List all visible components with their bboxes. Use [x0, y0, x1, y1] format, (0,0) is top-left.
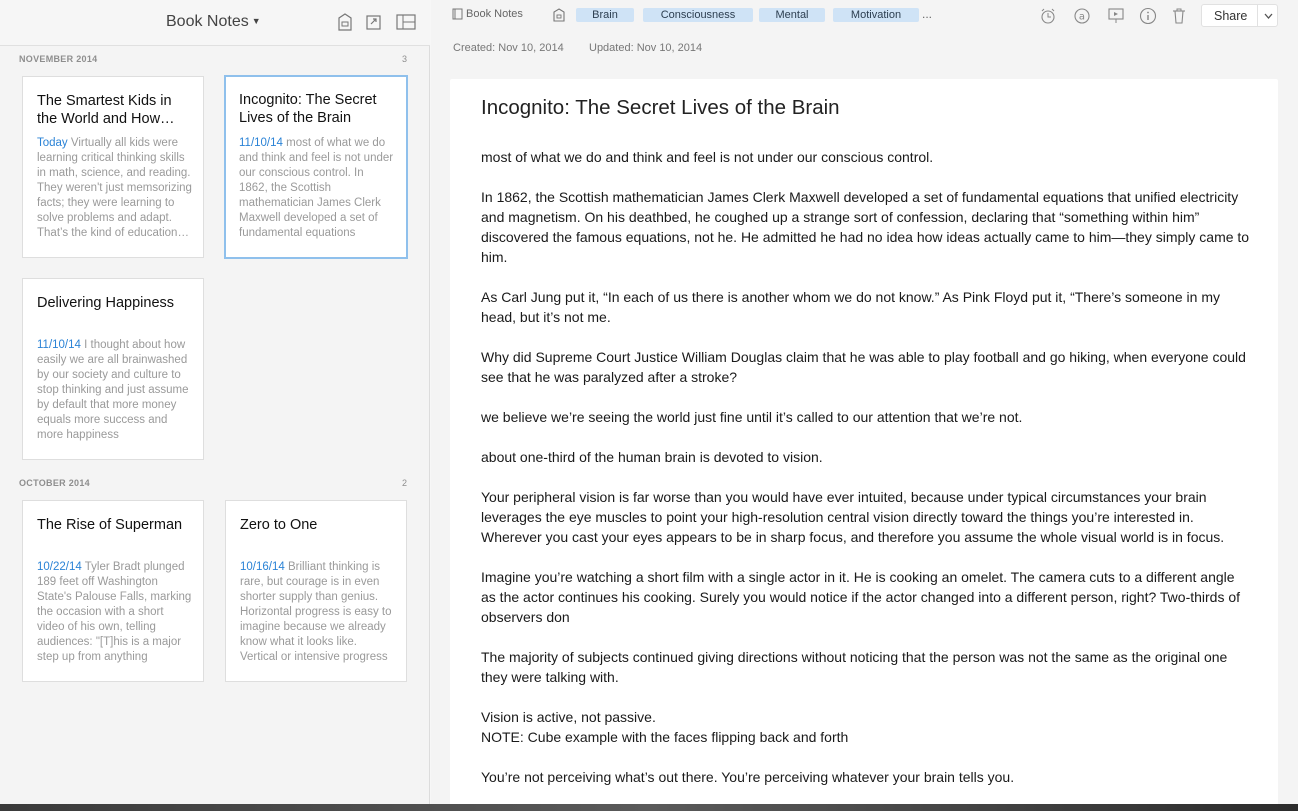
note-paragraph: we believe we’re seeing the world just fine until it’s called to our attention that we’re not.	[481, 409, 1023, 425]
note-card-title: Zero to One	[240, 517, 318, 533]
tag-mental[interactable]: Mental	[759, 8, 825, 22]
note-card-snippet	[240, 560, 396, 665]
note-card-snippet-text: Brilliant thinking is rare, but courage is in even shorter supply than genius. Horizontal progress is easy to imagine because we already know what it looks like. Vertical or intensive progress	[240, 561, 392, 663]
notebook-icon	[452, 8, 463, 20]
note-card-snippet-text: I thought about how easily we are all brainwashed by our society and culture to stop thinking and just assume by default that more money equals more success and more happiness	[37, 339, 189, 441]
section-count-october: 2	[401, 478, 407, 488]
note-paragraph: As Carl Jung put it, “In each of us there is another whom we do not know.” As Pink Floyd put it, “There’s someone in my head, but it’s not me.	[481, 289, 1220, 325]
note-paragraph: In 1862, the Scottish mathematician James Clerk Maxwell developed a set of fundamental equations that unified electricity and magnetism. On his deathbed, he coughed up a strange sort of confession, declaring that “something within him” discovered the famous equations, not he. He admitted he had no idea how ideas actually came to him—they simply came to him.	[481, 189, 1250, 265]
note-card-title: Incognito: The Secret Lives of the Brain	[239, 92, 377, 126]
note-card-title: Delivering Happiness	[37, 295, 175, 311]
shortcut-icon[interactable]	[334, 11, 356, 33]
note-paragraph: most of what we do and think and feel is not under our conscious control.	[481, 149, 934, 165]
note-card-incognito[interactable]	[224, 75, 408, 259]
notebook-link[interactable]	[452, 8, 523, 20]
note-card-snippet-text: Virtually all kids were learning critical thinking skills in math, science, and reading. They weren't just memsorizing facts; they were learning to solve problems and adapt. That’s the kind of education	[37, 137, 192, 239]
desktop-background-strip	[0, 804, 1298, 811]
note-card-zero-to-one[interactable]	[225, 500, 407, 682]
lock-icon[interactable]	[548, 4, 570, 26]
note-paragraph: Your peripheral vision is far worse than you would have ever intuited, because under typical circumstances your brain leverages the eye muscles to point your high-resolution central vision directly toward the things you’re interested in. Wherever you cast your eyes appears to be in sharp focus, and therefore you assume the whole visual world is in focus.	[481, 489, 1225, 545]
note-card-date: 10/22/14	[37, 561, 82, 573]
created-date: Created: Nov 10, 2014	[453, 42, 564, 54]
note-card-snippet	[239, 136, 395, 241]
tag-consciousness[interactable]: Consciousness	[643, 8, 753, 22]
note-toolbar	[431, 0, 1298, 32]
note-title-field[interactable]: Incognito: The Secret Lives of the Brain	[481, 96, 840, 119]
share-options-chevron-icon[interactable]	[1257, 5, 1278, 26]
note-card-title: The Smartest Kids in the World and How	[37, 93, 172, 127]
notebook-title: Book Notes	[166, 13, 249, 30]
note-card-date: 11/10/14	[239, 137, 283, 149]
note-paragraph: Vision is active, not passive.	[481, 709, 656, 725]
note-list-pane	[0, 0, 430, 811]
svg-text:a: a	[1078, 11, 1086, 23]
note-body-editor[interactable]	[481, 147, 1251, 807]
note-paragraph: The majority of subjects continued giving directions without noticing that the person was not the same as the original one they were talking with.	[481, 649, 1228, 685]
note-paragraph: Imagine you’re watching a short film with a single actor in it. He is cooking an omelet. The camera cuts to a different angle as the actor continues his cooking. Surely you would notice if the actor changed into a different person, right? Two-thirds of observers don	[481, 569, 1241, 625]
note-card-rise-of-superman[interactable]	[22, 500, 204, 682]
trash-icon[interactable]	[1168, 5, 1190, 27]
notebook-link-label: Book Notes	[466, 8, 523, 20]
note-card-date: Today	[37, 137, 68, 149]
note-card-snippet	[37, 338, 193, 443]
note-paragraph: Why did Supreme Court Justice William Douglas claim that he was able to play football and go hiking, when everyone could see that he was paralyzed after a stroke?	[481, 349, 1246, 385]
share-button[interactable]	[1201, 4, 1278, 27]
note-card-date: 11/10/14	[37, 339, 81, 351]
note-paragraph: You’re not perceiving what’s out there. You’re perceiving whatever your brain tells you.	[481, 769, 1015, 785]
tags-overflow[interactable]: ...	[922, 7, 933, 21]
note-card-date: 10/16/14	[240, 561, 285, 573]
note-paragraph: about one-third of the human brain is devoted to vision.	[481, 449, 823, 465]
note-content-area[interactable]	[450, 79, 1278, 811]
note-card-snippet-text: most of what we do and think and feel is not under our conscious control. In 1862, the Scottish mathematician James Clerk Maxwell developed a set of fundamental equations	[239, 137, 394, 239]
note-info-icon[interactable]	[1137, 5, 1159, 27]
section-label-november: NOVEMBER 2014	[19, 54, 98, 64]
view-options-icon[interactable]	[395, 11, 417, 33]
note-editor-pane	[431, 0, 1298, 811]
note-paragraph: NOTE: Cube example with the faces flipping back and forth	[481, 729, 849, 745]
tag-motivation[interactable]: Motivation	[833, 8, 919, 22]
section-count-november: 3	[401, 54, 407, 64]
presentation-mode-icon[interactable]	[1105, 5, 1127, 27]
section-label-october: OCTOBER 2014	[19, 478, 90, 488]
tag-brain[interactable]: Brain	[576, 8, 634, 22]
note-card-title: The Rise of Superman	[37, 517, 183, 533]
note-card-snippet	[37, 136, 193, 241]
share-note-icon[interactable]	[363, 11, 385, 33]
work-chat-icon[interactable]	[1071, 5, 1093, 27]
note-list-header	[0, 0, 430, 46]
note-card-snippet	[37, 560, 193, 665]
note-card-snippet-text: Tyler Bradt plunged 189 feet off Washington State's Palouse Falls, marking the occasion with a short video of his own, telling audiences: "[T]his is a major step up from anything	[37, 561, 192, 663]
notebook-selector[interactable]	[166, 13, 261, 31]
chevron-down-icon: ▼	[251, 16, 261, 26]
note-card-delivering-happiness[interactable]	[22, 278, 204, 460]
share-button-label: Share	[1214, 9, 1248, 23]
reminder-alarm-icon[interactable]	[1037, 5, 1059, 27]
note-card-smartest-kids[interactable]	[22, 76, 204, 258]
updated-date: Updated: Nov 10, 2014	[589, 42, 703, 54]
